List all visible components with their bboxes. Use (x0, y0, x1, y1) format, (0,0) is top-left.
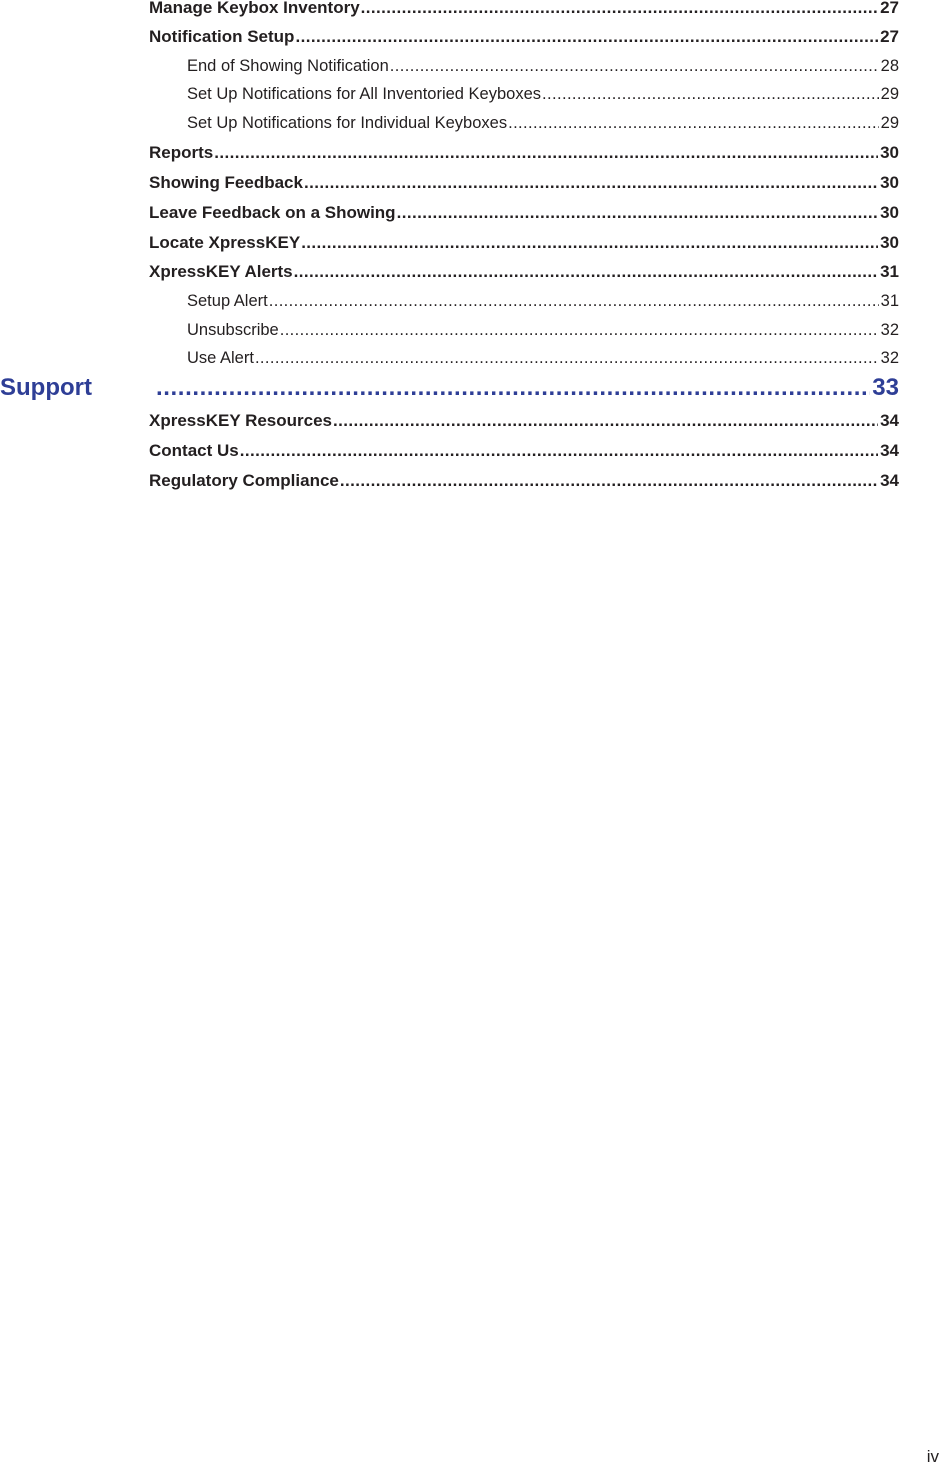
dot-leader (295, 27, 878, 47)
dot-leader (294, 262, 878, 282)
toc-entry-label: Manage Keybox Inventory (149, 0, 360, 17)
toc-entry-page: 34 (880, 441, 899, 460)
toc-entry-locate-xpresskey[interactable] (149, 233, 899, 257)
toc-entry-regulatory-compliance[interactable] (149, 471, 899, 495)
toc-entry-label: Notification Setup (149, 27, 295, 46)
toc-entry-page: 28 (880, 57, 899, 75)
toc-entry-contact-us[interactable] (149, 441, 899, 465)
dot-leader (508, 114, 879, 133)
toc-entry-label: Regulatory Compliance (149, 471, 339, 490)
toc-entry-notifications-all-keyboxes[interactable] (187, 85, 899, 109)
toc-entry-page: 32 (880, 349, 899, 367)
toc-entry-end-of-showing-notification[interactable] (187, 57, 899, 81)
toc-entry-page: 34 (880, 411, 899, 430)
toc-entry-label: Unsubscribe (187, 321, 279, 339)
toc-entry-label: End of Showing Notification (187, 57, 389, 75)
toc-chapter-label: Support (0, 374, 92, 401)
toc-entry-page: 27 (880, 27, 899, 46)
toc-entry-unsubscribe[interactable] (187, 321, 899, 345)
dot-leader (301, 233, 878, 253)
toc-entry-page: 30 (880, 143, 899, 162)
toc-entry-label: XpressKEY Resources (149, 411, 333, 430)
toc-chapter-page: 33 (872, 374, 899, 401)
toc-entry-label: Setup Alert (187, 292, 268, 310)
toc-entry-showing-feedback[interactable] (149, 173, 899, 197)
toc-entry-label: Set Up Notifications for Individual Keyboxes (187, 114, 508, 132)
toc-entry-reports[interactable] (149, 143, 899, 167)
dot-leader (542, 85, 879, 104)
dot-leader (340, 471, 878, 491)
toc-chapter-support[interactable] (0, 374, 899, 408)
toc-entry-page: 29 (880, 85, 899, 103)
toc-entry-page: 30 (880, 203, 899, 222)
toc-entry-label: Locate XpressKEY (149, 233, 301, 252)
dot-leader (269, 292, 879, 311)
toc-entry-page: 34 (880, 471, 899, 490)
dot-leader (280, 321, 879, 340)
dot-leader (390, 57, 879, 76)
toc-entry-label: Set Up Notifications for All Inventoried Keyboxes (187, 85, 542, 103)
dot-leader (361, 0, 878, 18)
dot-leader (156, 374, 870, 402)
dot-leader (397, 203, 879, 223)
toc-entry-label: Leave Feedback on a Showing (149, 203, 396, 222)
dot-leader (333, 411, 878, 431)
toc-entry-notification-setup[interactable] (149, 27, 899, 51)
toc-entry-manage-keybox-inventory[interactable] (149, 0, 899, 22)
dot-leader (214, 143, 878, 163)
toc-entry-page: 30 (880, 173, 899, 192)
toc-entry-notifications-individual-keyboxes[interactable] (187, 114, 899, 138)
toc-entry-label: Contact Us (149, 441, 239, 460)
toc-entry-label: Use Alert (187, 349, 254, 367)
toc-entry-page: 29 (880, 114, 899, 132)
toc-entry-page: 31 (880, 262, 899, 281)
toc-entry-use-alert[interactable] (187, 349, 899, 373)
toc-entry-page: 30 (880, 233, 899, 252)
dot-leader (304, 173, 878, 193)
toc-entry-label: Reports (149, 143, 214, 162)
toc-entry-setup-alert[interactable] (187, 292, 899, 316)
toc-entry-page: 32 (880, 321, 899, 339)
toc-entry-page: 31 (880, 292, 899, 310)
dot-leader (240, 441, 878, 461)
toc-entry-label: XpressKEY Alerts (149, 262, 293, 281)
page-number: iv (926, 1447, 939, 1466)
dot-leader (255, 349, 879, 368)
toc-entry-xpresskey-resources[interactable] (149, 411, 899, 435)
toc-entry-page: 27 (880, 0, 899, 17)
toc-entry-xpresskey-alerts[interactable] (149, 262, 899, 286)
toc-entry-leave-feedback[interactable] (149, 203, 899, 227)
toc-entry-label: Showing Feedback (149, 173, 303, 192)
